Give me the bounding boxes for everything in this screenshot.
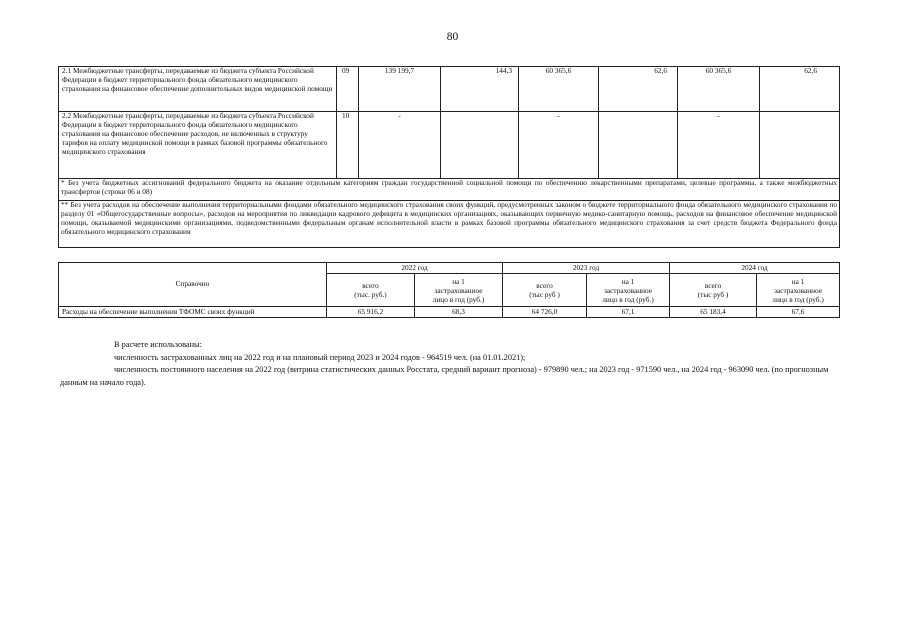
cell-value: 67,1 [587,307,670,318]
row-code: 09 [337,67,359,112]
year-header: 2022 год [327,263,503,274]
reference-table [58,262,840,318]
table-row [59,263,840,274]
table-row [59,67,840,112]
cell-value: - [678,112,760,179]
row-description: 2.1 Межбюджетные трансферты, передаваемые из бюджета субъекта Российской Федерации в бюджет территориального фонда обязательного медицинского страхования на финансовое обеспечение дополнительных видов медицинской помощи [59,67,337,112]
cell-value [599,112,678,179]
cell-value [441,112,519,179]
notes-line-population: численность постоянного населения на 2022 год (витрина статистических данных Росстата, средний вариант прогноза) - 979890 чел.; на 2023 год - 971590 чел., на 2024 год - 963090 чел. (по прогнозным данным на начало года). [60,365,829,387]
cell-value: 68,3 [415,307,503,318]
table-row [59,112,840,179]
page-number: 80 [446,31,459,43]
col-header-per-insured: на 1 застрахованное лицо в год (руб.) [415,274,503,307]
col-header-total: всего (тыс руб ) [503,274,587,307]
cell-value: 67,6 [757,307,840,318]
cell-value: 144,3 [441,67,519,112]
cell-value: 62,6 [599,67,678,112]
footnote-row [59,201,840,248]
cell-value: 65 916,2 [327,307,415,318]
cell-value [760,112,840,179]
col-header-total: всего (тыс. руб.) [327,274,415,307]
row-code: 10 [337,112,359,179]
cell-value: 62,6 [760,67,840,112]
reference-label: Справочно [59,263,327,307]
notes-intro: В расчете использованы: [114,340,202,349]
col-header-total: всего (тыс руб ) [670,274,757,307]
cell-value: 65 183,4 [670,307,757,318]
col-header-per-insured: на 1 застрахованное лицо в год (руб.) [587,274,670,307]
cell-value: 64 726,0 [503,307,587,318]
calculation-notes [60,339,850,389]
footnote-row [59,179,840,201]
cell-value: - [519,112,599,179]
notes-line-insured: численность застрахованных лиц на 2022 год и на плановый период 2023 и 2024 годов - 964519 чел. (на 01.01.2021); [114,352,526,362]
year-header: 2024 год [670,263,840,274]
footnote-2: ** Без учета расходов на обеспечение выполнения территориальными фондами обязательного медицинского страхования своих функций, предусмотренных законом о бюджете территориального фонда обязательного медицинского страхования по разделу 01 «Общегосударственные вопросы», расходов на мероприятия по ликвидации кадрового дефицита в медицинских организациях, оказывающих первичную медико-санитарную помощь, расходов на финансовое обеспечение медицинской помощи, оказываемой медицинскими организациями, подведомственными федеральным органам исполнительной власти в рамках базовой программы обязательного медицинского страхования за счет средств бюджета Федерального фонда обязательного медицинского страхования [59,201,840,248]
cell-value: - [359,112,441,179]
row-description: 2.2 Межбюджетные трансферты, передаваемые из бюджета субъекта Российской Федерации в бюджет территориального фонда обязательного медицинского страхования на финансовое обеспечение расходов, не включенных в структуру тарифов на оплату медицинской помощи в рамках базовой программы обязательного медицинского страхования [59,112,337,179]
year-header: 2023 год [503,263,670,274]
cell-value: 60 365,6 [678,67,760,112]
table-row [59,307,840,318]
cell-value: 139 199,7 [359,67,441,112]
cell-value: 60 365,6 [519,67,599,112]
reference-row-label: Расходы на обеспечение выполнения ТФОМС своих функций [59,307,327,318]
expenditure-table [58,66,840,248]
footnote-1: * Без учета бюджетных ассигнований федерального бюджета на оказание отдельным категориям граждан государственной социальной помощи по обеспечению лекарственными препаратами, целевые программы, а также межбюджетных трансфертов (строки 06 и 08) [59,179,840,201]
col-header-per-insured: на 1 застрахованное лицо в год (руб.) [757,274,840,307]
